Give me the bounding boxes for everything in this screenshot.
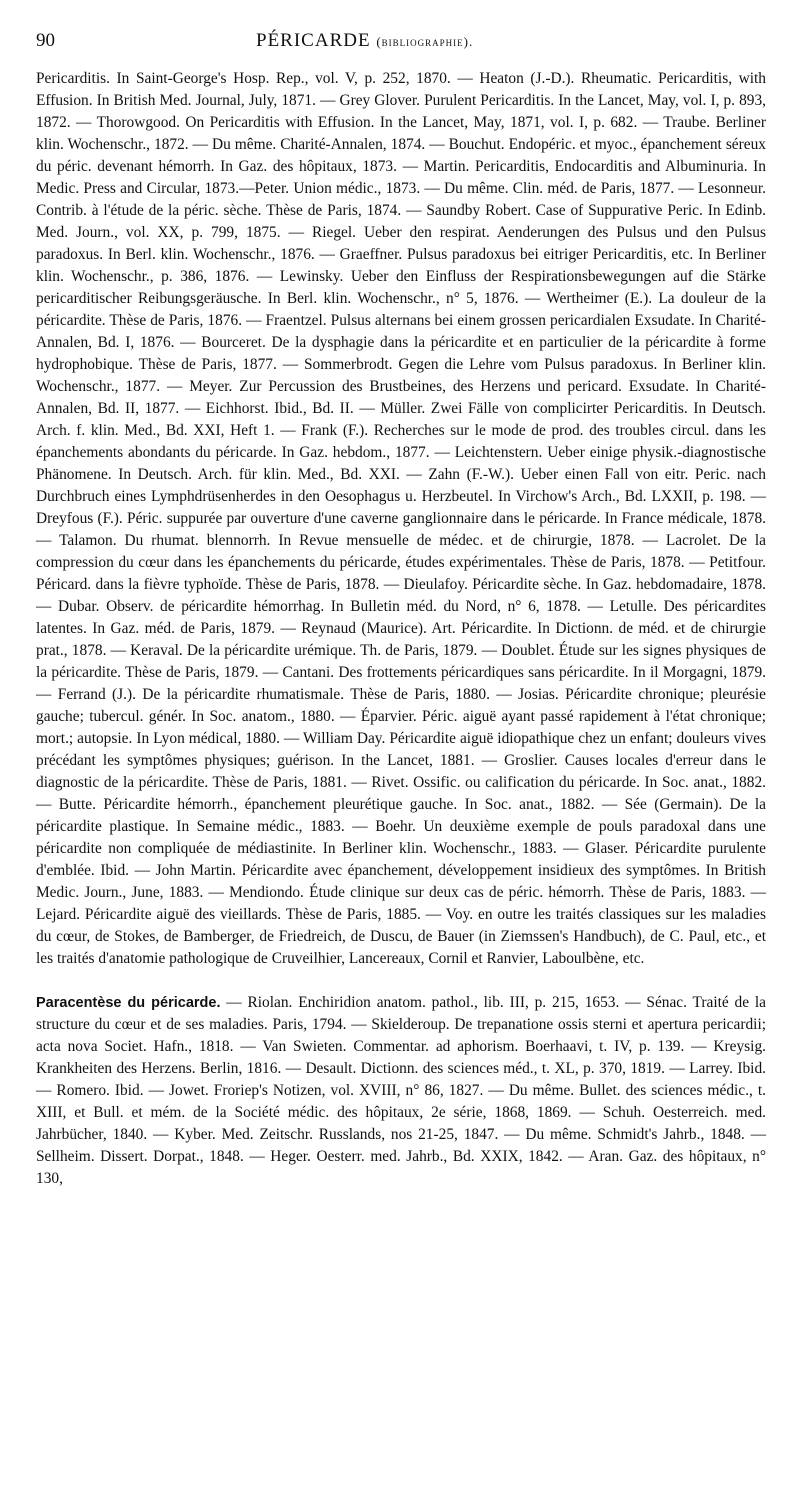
bibliography-body <box>36 68 766 1190</box>
running-title-sub: (bibliographie). <box>376 34 474 49</box>
running-title-main: PÉRICARDE <box>256 30 371 51</box>
paragraph-text: Pericarditis. In Saint-George's Hosp. Rep., vol. V, p. 252, 1870. — Heaton (J.-D.). Rheumatic. Pericarditis, with Effusion. In British Med. Journal, July, 1871. — Grey Glover. Purulent Pericarditis. In the Lancet, May, vol. I, p. 893, 1872. — Thorowgood. On Pericarditis with Effusion. In the Lancet, May, 1871, vol. I, p. 682. — Traube. Berliner klin. Wochenschr., 1872. — Du même. Charité-Annalen, 1874. — Bouchut. Endopéric. et myoc., épanchement séreux du péric. devenant hémorrh. In Gaz. des hôpitaux, 1873. — Martin. Pericarditis, Endocarditis and Albuminuria. In Medic. Press and Circular, 1873.—Peter. Union médic., 1873. — Du même. Clin. méd. de Paris, 1877. — Lesonneur. Contrib. à l'étude de la péric. sèche. Thèse de Paris, 1874. — Saundby Robert. Case of Suppurative Peric. In Edinb. Med. Journ., vol. XX, p. 799, 1875. — Riegel. Ueber den respirat. Aenderungen des Pulsus und den Pulsus paradoxus. In Berl. klin. Wochenschr., 1876. — Graeffner. Pulsus paradoxus bei eitriger Pericarditis, etc. In Berliner klin. Wochenschr., p. 386, 1876. — Lewinsky. Ueber den Einfluss der Respirationsbewegungen auf die Stärke pericarditischer Reibungsgeräusche. In Berl. klin. Wochenschr., n° 5, 1876. — Wertheimer (E.). La douleur de la péricardite. Thèse de Paris, 1876. — Fraentzel. Pulsus alternans bei einem grossen pericardialen Exsudate. In Charité-Annalen, Bd. I, 1876. — Bourceret. De la dysphagie dans la péricardite et en particulier de la péricardite à forme hydrophobique. Thèse de Paris, 1877. — Sommerbrodt. Gegen die Lehre vom Pulsus paradoxus. In Berliner klin. Wochenschr., 1877. — Meyer. Zur Percussion des Brustbeines, des Herzens und pericard. Exsudate. In Charité-Annalen, Bd. II, 1877. — Eichhorst. Ibid., Bd. II. — Müller. Zwei Fälle von complicirter Pericarditis. In Deutsch. Arch. f. klin. Med., Bd. XXI, Heft 1. — Frank (F.). Recherches sur le mode de prod. des troubles circul. dans les épanchements abondants du péricarde. In Gaz. hebdom., 1877. — Leichtenstern. Ueber einige physik.-diagnostische Phänomene. In Deutsch. Arch. für klin. Med., Bd. XXI. — Zahn (F.-W.). Ueber einen Fall von eitr. Peric. nach Durchbruch eines Lymphdrüsenherdes in den Oesophagus u. Herzbeutel. In Virchow's Arch., Bd. LXXII, p. 198. — Dreyfous (F.). Péric. suppurée par ouverture d'une caverne ganglionnaire dans le péricarde. In France médicale, 1878. — Talamon. Du rhumat. blennorrh. In Revue mensuelle de médec. et de chirurgie, 1878. — Lacrolet. De la compression du cœur dans les épanchements du péricarde, études expérimentales. Thèse de Paris, 1878. — Petitfour. Péricard. dans la fièvre typhoïde. Thèse de Paris, 1878. — Dieulafoy. Péricardite sèche. In Gaz. hebdomadaire, 1878. — Dubar. Observ. de péricardite hémorrhag. In Bulletin méd. du Nord, n° 6, 1878. — Letulle. Des péricardites latentes. In Gaz. méd. de Paris, 1879. — Reynaud (Maurice). Art. Péricardite. In Dictionn. de méd. et de chirurgie prat., 1878. — Keraval. De la péricardite urémique. Th. de Paris, 1879. — Doublet. Étude sur les signes physiques de la péricardite. Thèse de Paris, 1879. — Cantani. Des frottements péricardiques sans péricardite. In il Morgagni, 1879. — Ferrand (J.). De la péricardite rhumatismale. Thèse de Paris, 1880. — Josias. Péricardite chronique; pleurésie gauche; tubercul. génér. In Soc. anatom., 1880. — Éparvier. Péric. aiguë ayant passé rapidement à l'état chronique; mort.; autopsie. In Lyon médical, 1880. — William Day. Péricardite aiguë idiopathique chez un enfant; douleurs vives précédant les symptômes physiques; guérison. In the Lancet, 1881. — Groslier. Causes locales d'erreur dans le diagnostic de la péricardite. Thèse de Paris, 1881. — Rivet. Ossific. ou calification du péricarde. In Soc. anat., 1882. — Butte. Péricardite hémorrh., épanchement pleurétique gauche. In Soc. anat., 1882. — Sée (Germain). De la péricardite plastique. In Semaine médic., 1883. — Boehr. Un deuxième exemple de pouls paradoxal dans une péricardite non compliquée de médiastinite. In Berliner klin. Wochenschr., 1883. — Glaser. Péricardite purulente d'emblée. Ibid. — John Martin. Péricardite avec épanchement, développement insidieux des symptômes. In British Medic. Journ., June, 1883. — Mendiondo. Étude clinique sur deux cas de péric. hémorrh. Thèse de Paris, 1883. — Lejard. Péricardite aiguë des vieillards. Thèse de Paris, 1885. — Voy. en outre les traités classiques sur les maladies du cœur, de Stokes, de Bamberger, de Friedreich, de Duscu, de Bauer (in Ziemssen's Handbuch), de C. Paul, etc., et les traités d'anatomie pathologique de Cruveilhier, Lancereaux, Cornil et Ranvier, Laboulbène, etc. <box>36 70 766 967</box>
running-title <box>256 30 473 52</box>
paragraph-text: — Riolan. Enchiridion anatom. pathol., lib. III, p. 215, 1653. — Sénac. Traité de la structure du cœur et de ses maladies. Paris, 1794. — Skielderoup. De trepanatione ossis sterni et apertura pericardii; acta nova Societ. Hafn., 1818. — Van Swieten. Commentar. ad aphorism. Boerhaavi, t. IV, p. 139. — Kreysig. Krankheiten des Herzens. Berlin, 1816. — Desault. Dictionn. des sciences méd., t. XL, p. 370, 1819. — Larrey. Ibid. — Romero. Ibid. — Jowet. Froriep's Notizen, vol. XVIII, n° 86, 1827. — Du même. Bullet. des sciences médic., t. XIII, et Bull. et mém. de la Société médic. des hôpitaux, 2e série, 1868, 1869. — Schuh. Oesterreich. med. Jahrbücher, 1840. — Kyber. Med. Zeitschr. Russlands, nos 21-25, 1847. — Du même. Schmidt's Jahrb., 1848. — Sellheim. Dissert. Dorpat., 1848. — Heger. Oesterr. med. Jahrb., Bd. XXIX, 1842. — Aran. Gaz. des hôpitaux, n° 130, <box>36 994 766 1187</box>
section-label: Paracentèse du péricarde. <box>36 995 221 1011</box>
bibliography-paragraph-pericarditis <box>36 68 766 970</box>
bibliography-paragraph-paracentese <box>36 992 766 1190</box>
page-number: 90 <box>36 30 55 51</box>
running-header <box>36 30 766 64</box>
